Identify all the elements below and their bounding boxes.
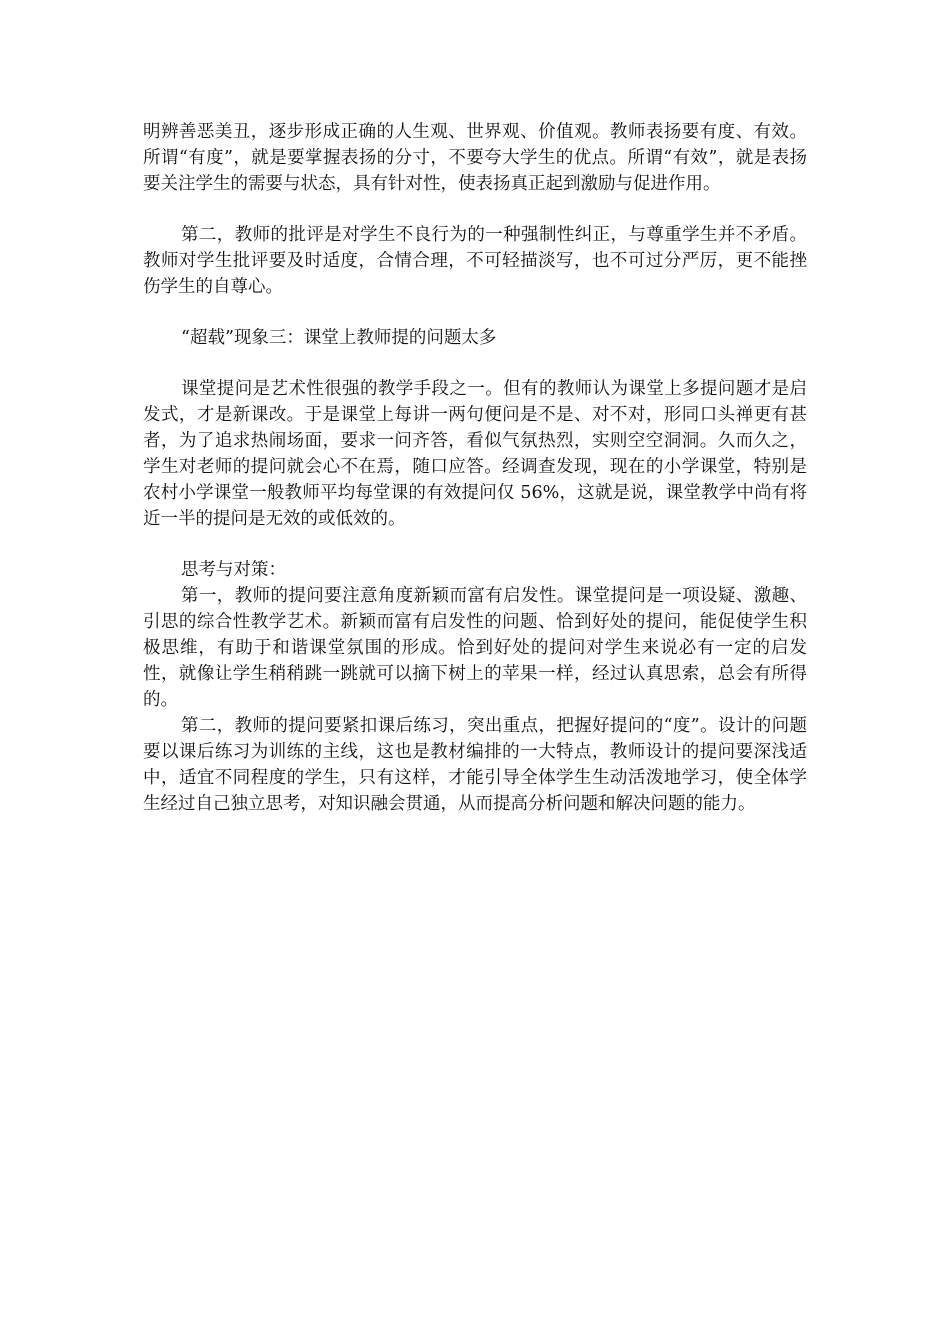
paragraph-classroom-questions: 课堂提问是艺术性很强的教学手段之一。但有的教师认为课堂上多提问题才是启发式，才是新课改。于是课堂上每讲一两句便问是不是、对不对，形同口头禅更有甚者，为了追求热闹场面，要求一问齐答，看似气氛热烈，实则空空洞洞。久而久之，学生对老师的提问就会心不在焉，随口应答。经调查发现，现在的小学课堂，特别是农村小学课堂一般教师平均每堂课的有效提问仅 56%，这就是说，课堂教学中尚有将近一半的提问是无效的或低效的。 — [143, 379, 807, 529]
paragraph-criticism: 第二，教师的批评是对学生不良行为的一种强制性纠正，与尊重学生并不矛盾。教师对学生批评要及时适度，合情合理，不可轻描淡写，也不可过分严厉，更不能挫伤学生的自尊心。 — [143, 225, 807, 297]
strategy-title: 思考与对策： — [181, 560, 286, 580]
paragraph-strategy-two: 第二，教师的提问要紧扣课后练习，突出重点，把握好提问的“度”。设计的问题要以课后练习为训练的主线，这也是教材编排的一大特点，教师设计的提问要深浅适中，适宜不同程度的学生，只有这样，才能引导全体学生生动活泼地学习，使全体学生经过自己独立思考，对知识融会贯通，从而提高分析问题和解决问题的能力。 — [143, 716, 807, 814]
paragraph-praise-continuation: 明辨善恶美丑，逐步形成正确的人生观、世界观、价值观。教师表扬要有度、有效。所谓“有度”，就是要掌握表扬的分寸，不要夸大学生的优点。所谓“有效”，就是表扬要关注学生的需要与状态，具有针对性，使表扬真正起到激励与促进作用。 — [143, 122, 807, 194]
paragraph-strategy-one: 第一，教师的提问要注意角度新颖而富有启发性。课堂提问是一项设疑、激趣、引思的综合性教学艺术。新颖而富有启发性的问题、恰到好处的提问，能促使学生积极思维，有助于和谐课堂氛围的形成。恰到好处的提问对学生来说必有一定的启发性，就像让学生稍稍跳一跳就可以摘下树上的苹果一样，经过认真思索，总会有所得的。 — [143, 586, 807, 710]
section-heading-overload-three: “超载”现象三：课堂上教师提的问题太多 — [181, 328, 497, 348]
document-body — [143, 119, 807, 817]
